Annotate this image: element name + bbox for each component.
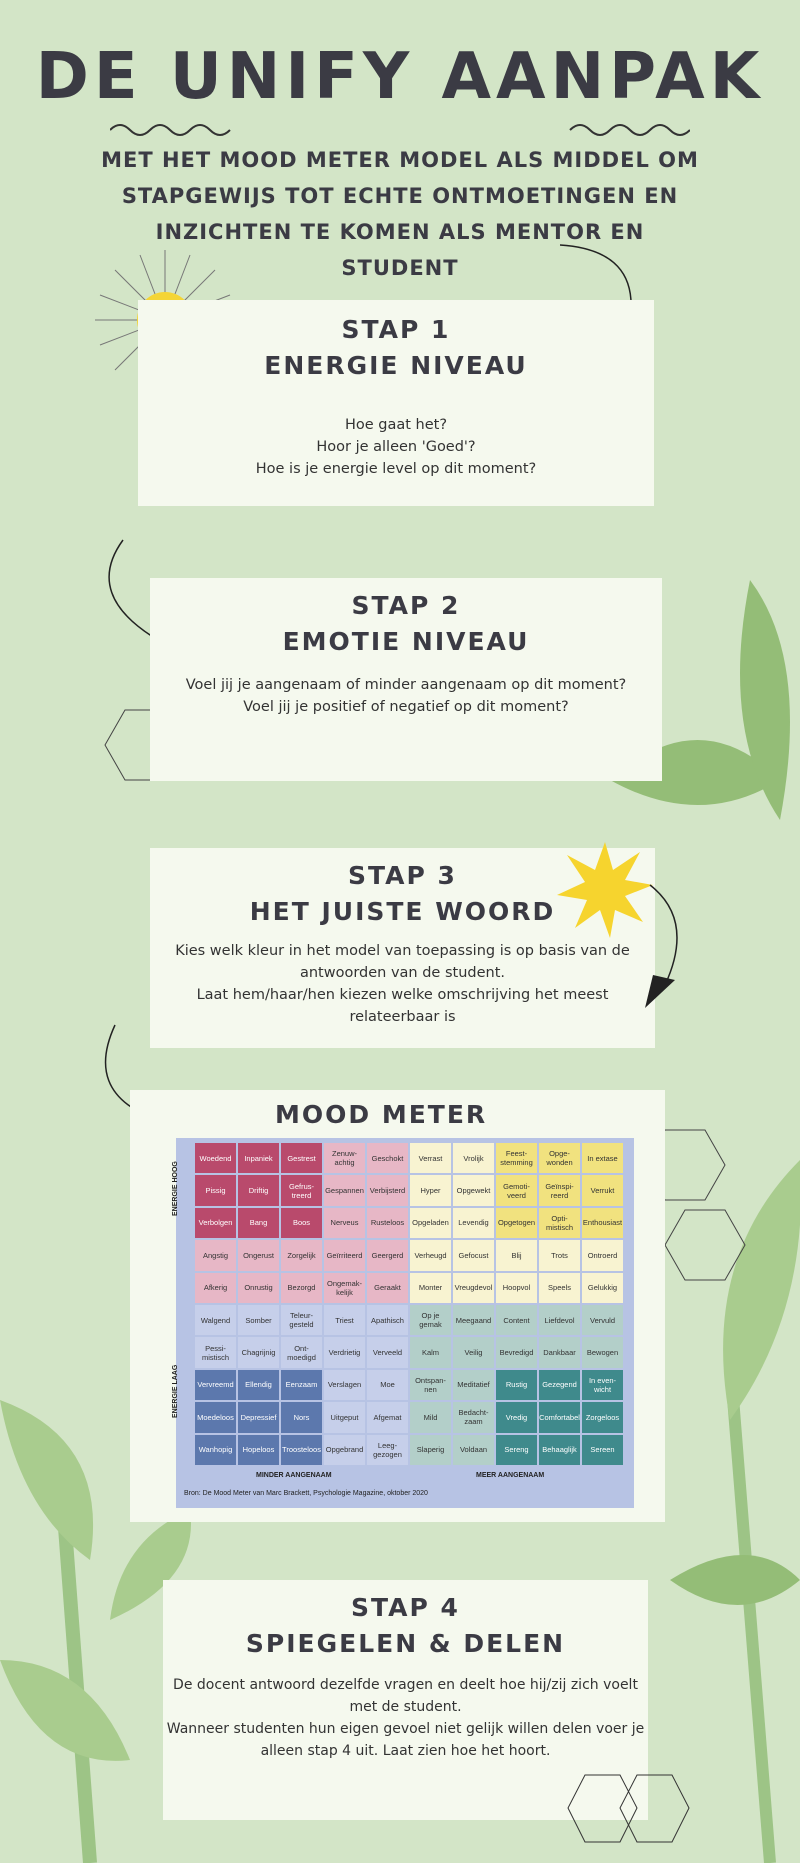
step-2-line: Voel jij je positief of negatief op dit moment? [243,699,569,715]
step-1-label: STAP 1 [341,315,451,344]
mood-cell: Hoopvol [496,1273,537,1303]
mood-cell: Voldaan [453,1435,494,1465]
mood-cell: Pissig [195,1175,236,1205]
squiggle-decoration [110,118,690,140]
mood-cell: Vredig [496,1402,537,1432]
mood-cell: In extase [582,1143,623,1173]
mood-cell: Gefrus-treerd [281,1175,322,1205]
mood-cell: Gespannen [324,1175,365,1205]
subtitle: MET HET MOOD METER MODEL ALS MIDDEL OM STAPGEWIJS TOT ECHTE ONTMOETINGEN EN INZICHTEN TE KOMEN ALS MENTOR EN STUDENT [101,148,699,280]
mood-cell: Op je gemak [410,1305,451,1335]
mood-cell: Verheugd [410,1240,451,1270]
mood-meter-title: MOOD METER [275,1100,488,1129]
mood-cell: Content [496,1305,537,1335]
mood-cell: Chagrijnig [238,1337,279,1367]
mood-cell: Geïrriteerd [324,1240,365,1270]
mood-cell: Woedend [195,1143,236,1173]
mood-cell: Ont-moedigd [281,1337,322,1367]
mood-cell: Depressief [238,1402,279,1432]
mood-cell: Liefdevol [539,1305,580,1335]
mood-cell: Opgetogen [496,1208,537,1238]
mood-cell: Zenuw-achtig [324,1143,365,1173]
step-1-line: Hoor je alleen 'Goed'? [316,439,476,455]
step-3-name: HET JUISTE WOORD [249,897,556,926]
step-4-line: De docent antwoord dezelfde vragen en deelt hoe hij/zij zich voelt [173,1677,638,1693]
mood-cell: Moe [367,1370,408,1400]
mood-cell: Eenzaam [281,1370,322,1400]
mood-cell: Blij [496,1240,537,1270]
page-title: DE UNIFY AANPAK [35,40,765,114]
mood-cell: Veilig [453,1337,494,1367]
mood-cell: Vervuld [582,1305,623,1335]
mood-cell: Opge-wonden [539,1143,580,1173]
mood-cell: Troosteloos [281,1435,322,1465]
step-2-line: Voel jij je aangenaam of minder aangenaam op dit moment? [185,677,627,693]
mood-cell: Zorgeloos [582,1402,623,1432]
step-2-name: EMOTIE NIVEAU [282,627,530,656]
mood-cell: Meditatief [453,1370,494,1400]
mood-meter-source: Bron: De Mood Meter van Marc Brackett, Psychologie Magazine, oktober 2020 [184,1490,428,1497]
axis-energie-laag: ENERGIE LAAG [172,1364,179,1418]
step-4-line: met de student. [349,1699,462,1715]
mood-cell: Vervreemd [195,1370,236,1400]
mood-cell: Verrukt [582,1175,623,1205]
mood-cell: Zorgelijk [281,1240,322,1270]
mood-cell: Opgebrand [324,1435,365,1465]
mood-cell: Gestrest [281,1143,322,1173]
step-4-name: SPIEGELEN & DELEN [245,1629,566,1658]
step-4-label: STAP 4 [351,1593,460,1622]
step-4-line: Wanneer studenten hun eigen gevoel niet gelijk willen delen voer je [166,1721,645,1737]
step-1-card [138,300,654,506]
mood-cell: Bang [238,1208,279,1238]
mood-cell: Behaaglijk [539,1435,580,1465]
mood-cell: Vreugdevol [453,1273,494,1303]
axis-energie-hoog: ENERGIE HOOG [172,1161,179,1216]
mood-cell: Nerveus [324,1208,365,1238]
mood-cell: Rustig [496,1370,537,1400]
mood-cell: Verveeld [367,1337,408,1367]
mood-cell: Slaperig [410,1435,451,1465]
mood-cell: Angstig [195,1240,236,1270]
mood-cell: Sereen [582,1435,623,1465]
mood-cell: Somber [238,1305,279,1335]
mood-cell: Walgend [195,1305,236,1335]
mood-cell: Geergerd [367,1240,408,1270]
mood-cell: Ontroerd [582,1240,623,1270]
mood-cell: Hopeloos [238,1435,279,1465]
mood-cell: Opgeladen [410,1208,451,1238]
mood-cell: Verbijsterd [367,1175,408,1205]
mood-cell: Bevredigd [496,1337,537,1367]
mood-cell: Verbolgen [195,1208,236,1238]
mood-cell: Bezorgd [281,1273,322,1303]
mood-cell: In even-wicht [582,1370,623,1400]
mood-cell: Onrustig [238,1273,279,1303]
mood-cell: Verdrietig [324,1337,365,1367]
mood-cell: Apathisch [367,1305,408,1335]
mood-cell: Verrast [410,1143,451,1173]
mood-cell: Ellendig [238,1370,279,1400]
mood-cell: Sereng [496,1435,537,1465]
mood-cell: Gezegend [539,1370,580,1400]
step-1-name: ENERGIE NIVEAU [264,351,528,380]
mood-cell: Wanhopig [195,1435,236,1465]
axis-meer-aangenaam: MEER AANGENAAM [476,1472,545,1479]
mood-cell: Gelukkig [582,1273,623,1303]
mood-cell: Dankbaar [539,1337,580,1367]
mood-cell: Rusteloos [367,1208,408,1238]
mood-cell: Speels [539,1273,580,1303]
mood-cell: Meegaand [453,1305,494,1335]
step-1-line: Hoe gaat het? [344,417,448,433]
mood-cell: Bedacht-zaam [453,1402,494,1432]
mood-cell: Feest-stemming [496,1143,537,1173]
step-3-line: Laat hem/haar/hen kiezen welke omschrijving het meest [196,987,609,1003]
mood-cell: Opgewekt [453,1175,494,1205]
mood-cell: Verslagen [324,1370,365,1400]
step-1-line: Hoe is je energie level op dit moment? [255,461,537,477]
mood-cell: Levendig [453,1208,494,1238]
mood-cell: Ongemak-kelijk [324,1273,365,1303]
mood-cell: Hyper [410,1175,451,1205]
mood-cell: Trots [539,1240,580,1270]
mood-cell: Afgemat [367,1402,408,1432]
mood-cell: Ontspan-nen [410,1370,451,1400]
axis-minder-aangenaam: MINDER AANGENAAM [256,1472,332,1479]
mood-cell: Gemoti-veerd [496,1175,537,1205]
step-3-line: antwoorden van de student. [299,965,506,981]
mood-cell: Nors [281,1402,322,1432]
mood-cell: Driftig [238,1175,279,1205]
arrow-icon [645,880,705,1010]
mood-cell: Uitgeput [324,1402,365,1432]
sun-burst-icon [555,840,655,940]
step-3-line: relateerbaar is [349,1009,456,1025]
mood-cell: Gefocust [453,1240,494,1270]
mood-cell: Ongerust [238,1240,279,1270]
mood-cell: Leeg-gezogen [367,1435,408,1465]
mood-cell: Bewogen [582,1337,623,1367]
mood-cell: Mild [410,1402,451,1432]
step-4-line: alleen stap 4 uit. Laat zien hoe het hoort. [260,1743,551,1759]
step-2-card [150,578,662,781]
mood-cell: Monter [410,1273,451,1303]
mood-cell: Moedeloos [195,1402,236,1432]
mood-cell: Opti-mistisch [539,1208,580,1238]
mood-cell: Afkerig [195,1273,236,1303]
step-3-label: STAP 3 [348,861,457,890]
mood-cell: Boos [281,1208,322,1238]
mood-cell: Triest [324,1305,365,1335]
step-2-label: STAP 2 [351,591,461,620]
mood-cell: Vrolijk [453,1143,494,1173]
mood-cell: Inpaniek [238,1143,279,1173]
mood-cell: Geraakt [367,1273,408,1303]
mood-cell: Kalm [410,1337,451,1367]
step-3-line: Kies welk kleur in het model van toepassing is op basis van de [175,943,630,959]
mood-cell: Geïnspi-reerd [539,1175,580,1205]
mood-cell: Enthousiast [582,1208,623,1238]
mood-cell: Teleur-gesteld [281,1305,322,1335]
mood-cell: Pessi-mistisch [195,1337,236,1367]
hexagon-icon [565,1770,700,1850]
mood-meter-grid [195,1143,623,1465]
mood-cell: Comfortabel [539,1402,580,1432]
mood-cell: Geschokt [367,1143,408,1173]
